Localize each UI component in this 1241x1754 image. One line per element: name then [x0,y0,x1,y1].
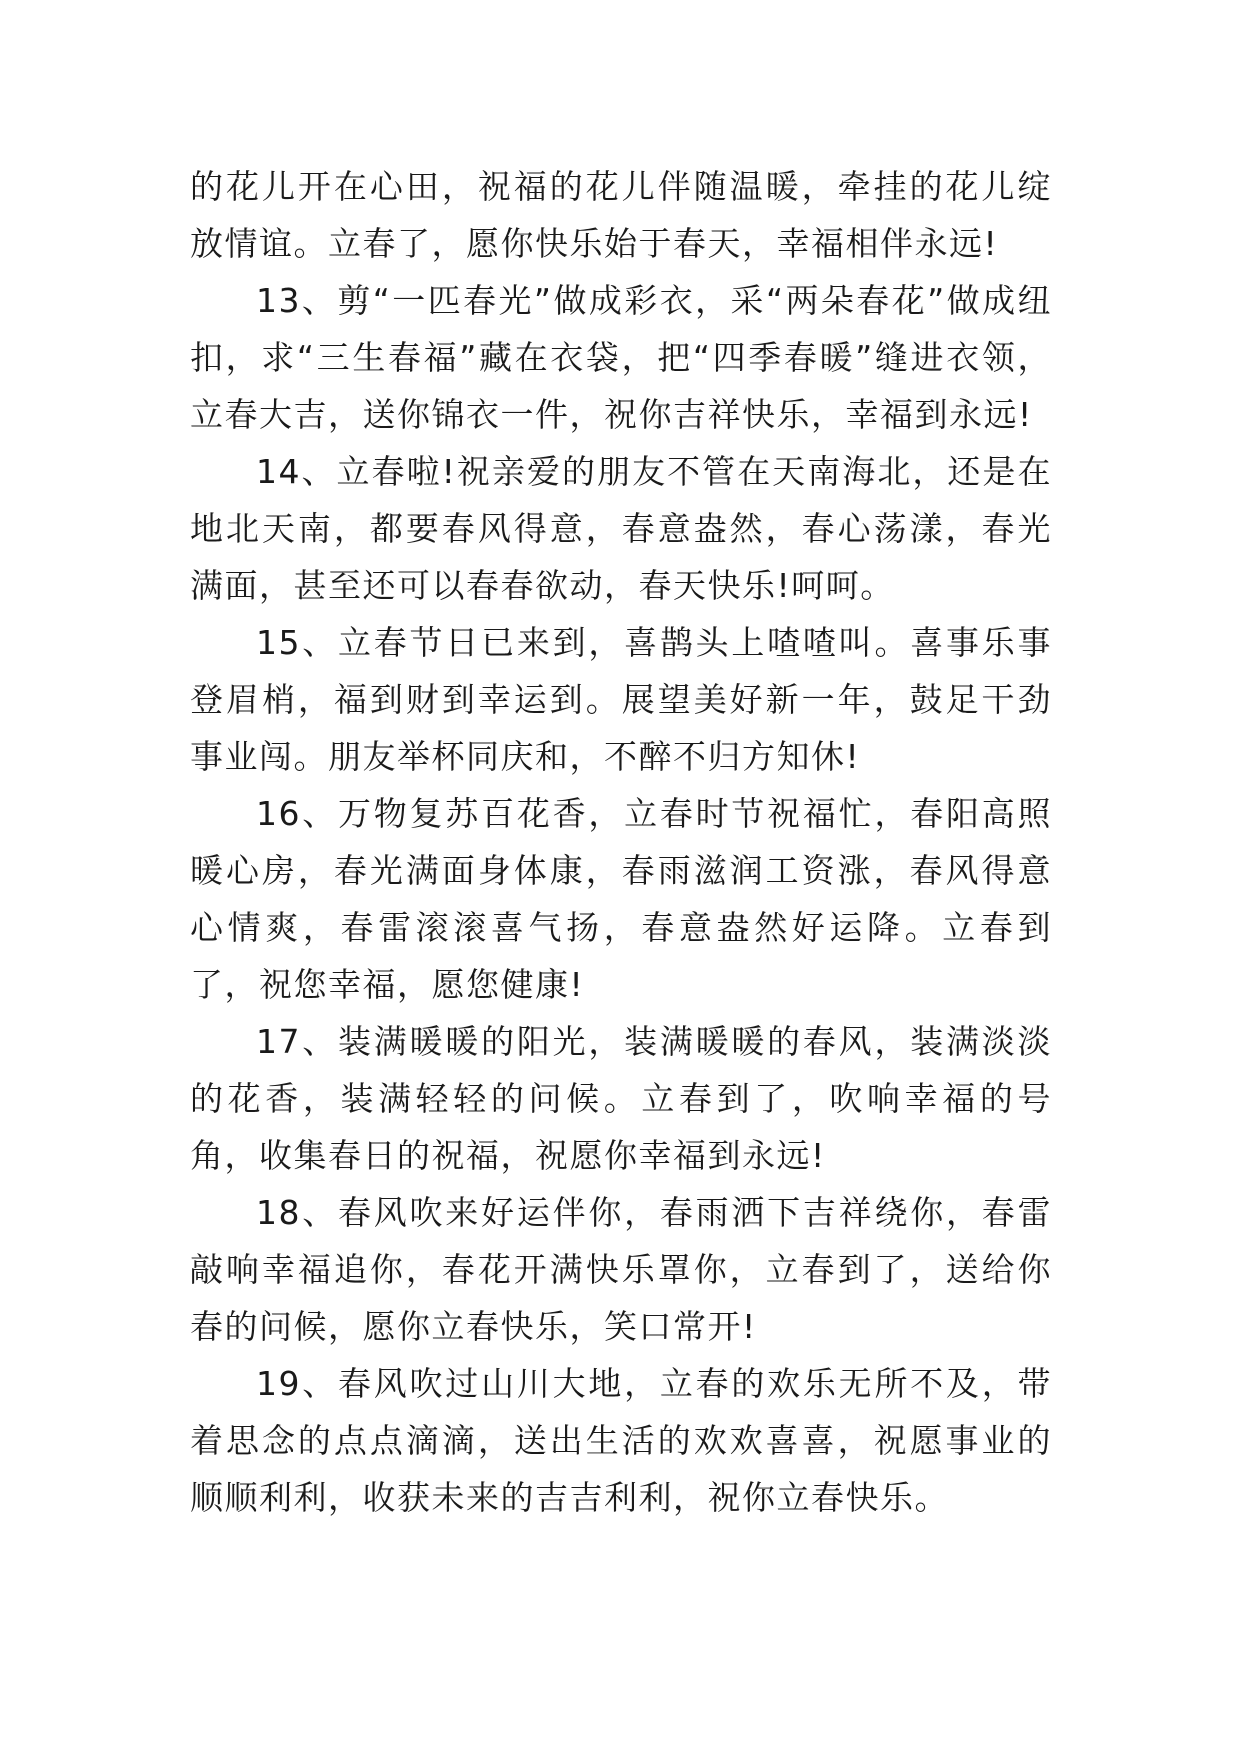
paragraph-continuation: 的花儿开在心田，祝福的花儿伴随温暖，牵挂的花儿绽放情谊。立春了，愿你快乐始于春天，幸福相伴永远! [190,167,1052,263]
paragraph-13: 13、剪“一匹春光”做成彩衣，采“两朵春花”做成纽扣，求“三生春福”藏在衣袋，把“四季春暖”缝进衣领，立春大吉，送你锦衣一件，祝你吉祥快乐，幸福到永远! [190,281,1052,434]
paragraph-15: 15、立春节日已来到，喜鹊头上喳喳叫。喜事乐事登眉梢，福到财到幸运到。展望美好新一年，鼓足干劲事业闯。朋友举杯同庆和，不醉不归方知休! [190,623,1052,776]
paragraph-16: 16、万物复苏百花香，立春时节祝福忙，春阳高照暖心房，春光满面身体康，春雨滋润工资涨，春风得意心情爽，春雷滚滚喜气扬，春意盎然好运降。立春到了，祝您幸福，愿您健康! [190,794,1052,1004]
document-body [190,158,1052,1526]
paragraph-18: 18、春风吹来好运伴你，春雨洒下吉祥绕你，春雷敲响幸福追你，春花开满快乐罩你，立春到了，送给你春的问候，愿你立春快乐，笑口常开! [190,1193,1052,1346]
paragraph-14: 14、立春啦!祝亲爱的朋友不管在天南海北，还是在地北天南，都要春风得意，春意盎然，春心荡漾，春光满面，甚至还可以春春欲动，春天快乐!呵呵。 [190,452,1052,605]
paragraph-19: 19、春风吹过山川大地，立春的欢乐无所不及，带着思念的点点滴滴，送出生活的欢欢喜喜，祝愿事业的顺顺利利，收获未来的吉吉利利，祝你立春快乐。 [190,1364,1052,1517]
paragraph-17: 17、装满暖暖的阳光，装满暖暖的春风，装满淡淡的花香，装满轻轻的问候。立春到了，吹响幸福的号角，收集春日的祝福，祝愿你幸福到永远! [190,1022,1052,1175]
